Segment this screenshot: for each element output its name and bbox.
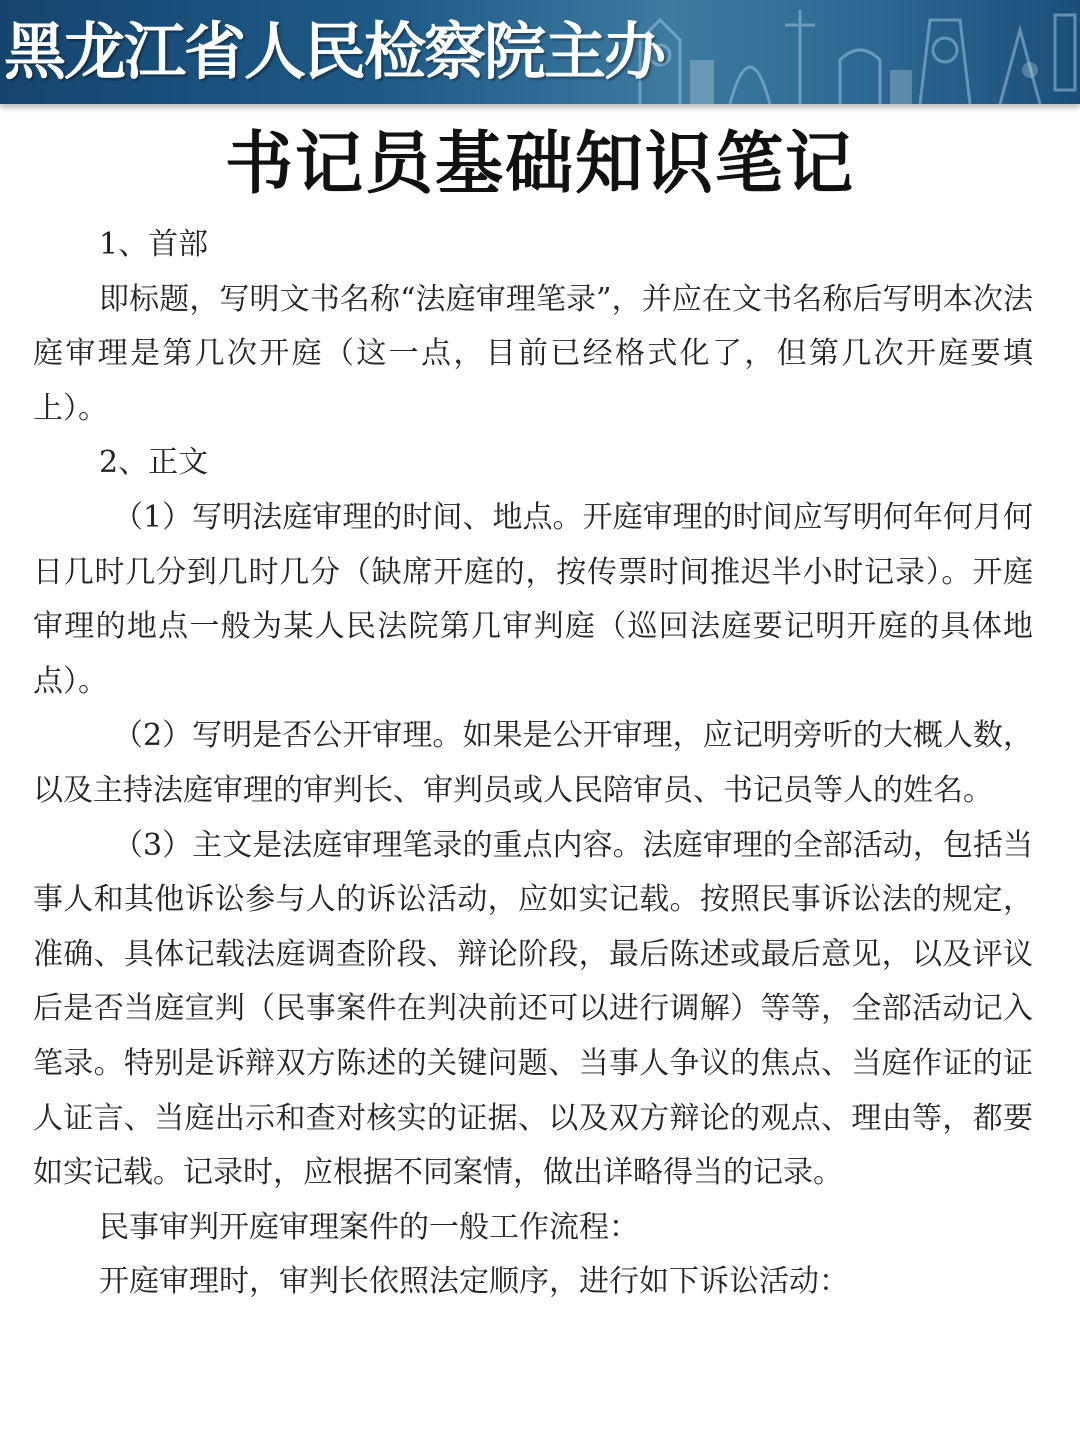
organizer-title: 黑龙江省人民检察院主办 bbox=[4, 15, 665, 88]
section-heading-body: 2、正文 bbox=[99, 445, 209, 481]
section-heading-header: 1、首部 bbox=[99, 227, 209, 262]
banner-decoration-illustration bbox=[600, 0, 1080, 104]
document-body bbox=[33, 218, 1033, 1310]
document-title: 书记员基础知识笔记 bbox=[224, 125, 855, 204]
paragraph-workflow-intro: 开庭审理时，审判长依照法定顺序，进行如下诉讼活动： bbox=[99, 1264, 849, 1300]
paragraph-workflow-heading: 民事审判开庭审理案件的一般工作流程： bbox=[99, 1209, 639, 1245]
paragraph-item-2: （2）写明是否公开审理。如果是公开审理，应记明旁听的大概人数，以及主持法庭审理的审判长、审判员或人民陪审员、书记员等人的姓名。 bbox=[33, 718, 1033, 808]
header-banner bbox=[0, 0, 1080, 104]
paragraph-header-description: 即标题，写明文书名称“法庭审理笔录”，并应在文书名称后写明本次法庭审理是第几次开庭（这一点，目前已经格式化了，但第几次开庭要填上）。 bbox=[33, 281, 1033, 426]
paragraph-item-1: （1）写明法庭审理的时间、地点。开庭审理的时间应写明何年何月何日几时几分到几时几分（缺席开庭的，按传票时间推迟半小时记录）。开庭审理的地点一般为某人民法院第几审判庭（巡回法庭要记明开庭的具体地点）。 bbox=[33, 499, 1033, 699]
paragraph-item-3: （3）主文是法庭审理笔录的重点内容。法庭审理的全部活动，包括当事人和其他诉讼参与人的诉讼活动，应如实记载。按照民事诉讼法的规定，准确、具体记载法庭调查阶段、辩论阶段，最后陈述或最后意见，以及评议后是否当庭宣判（民事案件在判决前还可以进行调解）等等，全部活动记入笔录。特别是诉辩双方陈述的关键问题、当事人争议的焦点、当庭作证的证人证言、当庭出示和查对核实的证据、以及双方辩论的观点、理由等，都要如实记载。记录时，应根据不同案情，做出详略得当的记录。 bbox=[33, 827, 1033, 1191]
